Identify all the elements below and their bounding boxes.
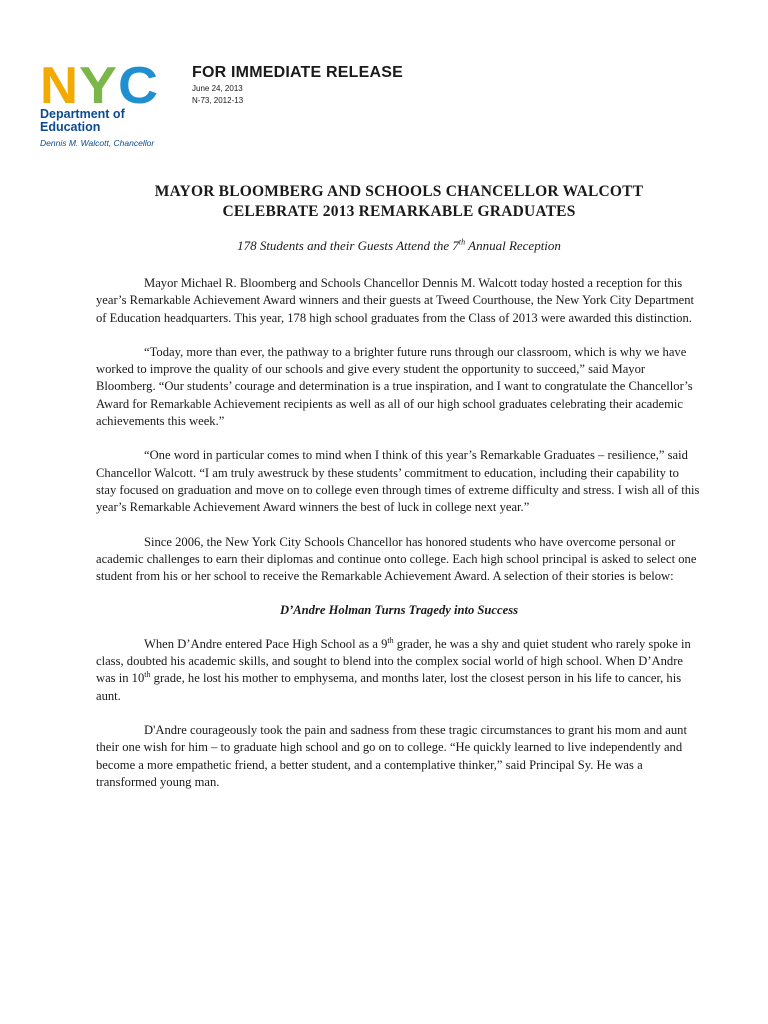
headline-line2: CELEBRATE 2013 REMARKABLE GRADUATES [222,203,576,220]
subhead-before: 178 Students and their Guests Attend the 7 [237,238,459,253]
headline [96,182,702,222]
nyc-letters-logo [40,62,160,106]
paragraph-bloomberg-quote: “Today, more than ever, the pathway to a brighter future runs through our classroom, which is why we have worked to improve the quality of our schools and give every student the opportunity to succeed,” said Mayor Bloomberg. “Our students’ courage and determination is a true inspiration, and I want to congratulate the Chancellor’s Award for Remarkable Achievement recipients as well as all of our high school graduates celebrating their academic achievements this week.” [96,344,693,429]
release-title: FOR IMMEDIATE RELEASE [192,64,404,81]
paragraph-dandre-background [96,636,702,705]
p5-sup2: th [144,670,151,680]
release-number: N-73, 2012-13 [192,96,244,105]
logo-chancellor-name: Dennis M. Walcott, Chancellor [40,138,155,148]
subheadline [96,238,702,254]
logo-dept-line2: Education [40,120,101,134]
logo-letter: N [40,62,78,106]
logo-department-name [40,108,165,134]
nyc-doe-logo [40,62,165,148]
paragraph-history: Since 2006, the New York City Schools Chancellor has honored students who have overcome personal or academic challenges to earn their diplomas and continue onto college. Each high school principal is asked to select one student from his or her school to receive the Remarkable Achievement Award. A selection of their stories is below: [96,534,697,584]
logo-letter: Y [79,62,117,106]
logo-dept-line1: Department of [40,107,125,121]
subhead-sup: th [458,237,466,247]
release-block [192,64,403,106]
article-body [96,275,702,808]
release-date: June 24, 2013 [192,84,243,93]
section-title: D’Andre Holman Turns Tragedy into Success [279,603,519,618]
logo-letter: C [118,62,158,106]
paragraph-intro: Mayor Michael R. Bloomberg and Schools Chancellor Dennis M. Walcott today hosted a reception for this year’s Remarkable Achievement Award winners and their guests at Tweed Courthouse, the New York City Department of Education headquarters. This year, 178 high school graduates from the Class of 2013 were awarded this distinction. [96,276,695,325]
p5-part-a: When D’Andre entered Pace High School as a 9 [144,636,388,651]
p5-part-b: grader, he was a shy and quiet student who rarely spoke in class, doubted his academic skills, and sought to blend into the complex social world of high school. When D’Andre was in 10 [96,636,691,686]
p5-sup1: th [387,635,394,645]
headline-line1: MAYOR BLOOMBERG AND SCHOOLS CHANCELLOR WALCOTT [154,183,644,200]
paragraph-walcott-quote: “One word in particular comes to mind when I think of this year’s Remarkable Graduates – resilience,” said Chancellor Walcott. “I am truly awestruck by these students’ commitment to education, including their capability to stay focused on graduation and move on to college even through times of extreme difficulty and stress. I wish all of this year’s Remarkable Achievement Award winners the best of luck in college next year.” [96,448,700,515]
p5-part-c: grade, he lost his mother to emphysema, and months later, lost the closest person in his life to cancer, his aunt. [96,671,682,703]
paragraph-dandre-outcome: D'Andre courageously took the pain and sadness from these tragic circumstances to grant his mom and aunt their one wish for him – to graduate high school and go on to college. “He quickly learned to live independently and become a more empathetic friend, a better student, and a contemplative thinker,” said Principal Sy. He was a transformed young man. [96,722,687,789]
subhead-after: Annual Reception [465,238,561,253]
